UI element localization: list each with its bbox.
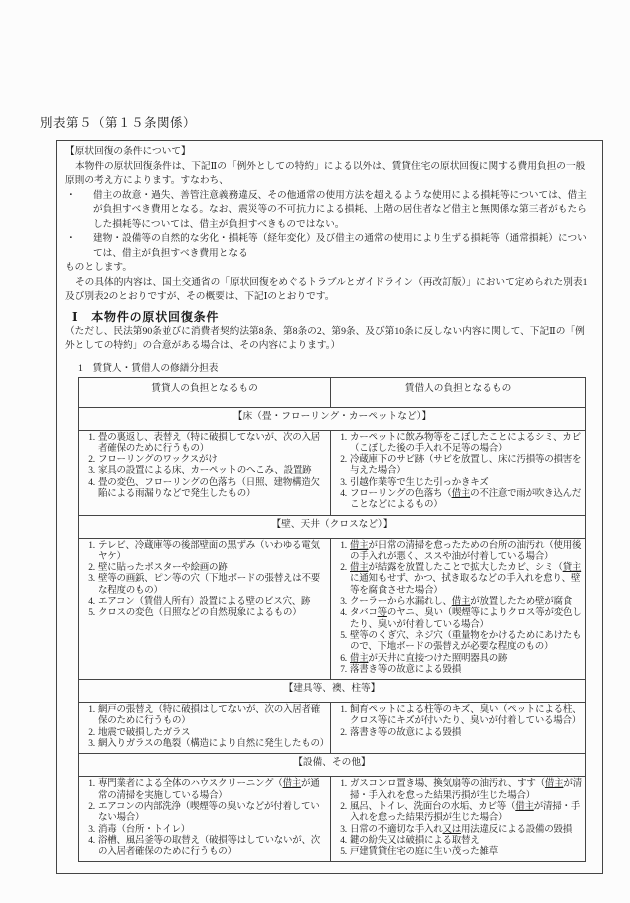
section1-heading: Ⅰ 本物件の原状回復条件 [72,309,220,324]
column-header-tenant: 賃借人の負担となるもの [331,377,586,407]
notice-detail: その具体的内容は、国土交通省の「原状回復をめぐるトラブルとガイドライン（再改訂版）」において定められた別表1及び別表2のとおりですが、その概要は、下記Ⅰのとおりです。 [65,276,588,302]
cost-item: 2. 落書き等の故意による毀損 [349,728,582,739]
floor-landlord-cell [79,430,331,515]
table-caption: 1 賃貸人・賃借人の修繕分担表 [78,362,219,374]
floor-tenant-list [333,433,582,512]
bullet-icon: ・ [66,233,76,244]
cost-item: 5. クロスの変色（日照などの自然現象によるもの） [97,608,327,619]
wall-tenant-cell [331,538,586,680]
section1-proviso: （ただし、民法第90条並びに消費者契約法第8条、第8条の2、第9条、及び第10条に反しない内容に関して、下記Ⅱの「例外としての特約」の合意がある場合は、その内容によります。） [65,325,585,351]
repair-share-table [78,377,586,863]
cost-item: 3. クーラーから水漏れし、借主が放置したため壁が腐食 [349,597,582,608]
cost-item: 2. 冷蔵庫下のサビ跡（サビを放置し、床に汚損等の損害を与えた場合） [349,455,582,478]
fittings-tenant-list [333,705,582,739]
cost-item: 1. ガスコンロ置き場、換気扇等の油汚れ、すす（借主が清掃・手入れを怠った結果汚損が生じた場合） [349,779,582,802]
bullet-text: 借主の故意・過失、善管注意義務違反、その他通常の使用方法を超えるような使用による損耗等については、借主が負担すべき費用となる。なお、震災等の不可抗力による損耗、上階の居住者など借主と無関係な第三者がもたらした損耗等については、借主が負担すべきものではない。 [93,189,587,230]
equipment-landlord-cell [79,777,331,862]
equipment-tenant-list [333,779,582,858]
cost-item: 1. カーペットに飲み物等をこぼしたことによるシミ、カビ（こぼした後の手入れ不足等の場合） [349,433,582,456]
cost-item: 1. 畳の裏返し、表替え（特に破損してないが、次の入居者確保のために行うもの） [97,433,327,456]
cost-item: 7. 落書き等の故意による毀損 [349,665,582,676]
cost-item: 3. 消毒（台所・トイレ） [97,825,327,836]
bullet-text: 建物・設備等の自然的な劣化・損耗等（経年変化）及び借主の通常の使用により生ずる損耗等（通常損耗）については、借主が負担すべき費用となる [93,233,587,259]
section-header-floor: 【床（畳・フローリング・カーペットなど）】 [79,407,586,430]
section-header-fittings: 【建具等、襖、柱等】 [79,680,586,703]
content-row-floor [79,430,586,515]
content-row-fittings [79,703,586,754]
content-row-equipment [79,777,586,862]
cost-item: 6. 借主が天井に直接つけた照明器具の跡 [349,654,582,665]
table-header-row [79,377,586,407]
cost-item: 2. 風呂、トイレ、洗面台の水垢、カビ等（借主が清掃・手入れを怠った結果汚損が生じた場合） [349,802,582,825]
cost-item: 4. タバコ等のヤニ、臭い（喫煙等によりクロス等が変色したり、臭いが付着している場合） [349,608,582,631]
floor-landlord-list [81,433,327,501]
page-title: 別表第５（第１５条関係） [40,116,197,130]
notice-closing: ものとします。 [65,262,133,273]
equipment-landlord-list [81,779,327,858]
column-header-landlord: 賃貸人の負担となるもの [79,377,331,407]
section-header-equipment: 【設備、その他】 [79,754,586,777]
section-row-equipment [79,754,586,777]
cost-item: 4. 浴槽、風呂釜等の取替え（破損等はしていないが、次の入居者確保のために行うもの） [97,836,327,859]
section-row-wall-ceiling [79,515,586,538]
notice-intro: 本物件の原状回復条件は、下記Ⅱの「例外としての特約」による以外は、賃貸住宅の原状回復に関する費用負担の一般原則の考え方によります。すなわち、 [65,160,586,186]
cost-item: 4. 鍵の紛失又は破損による取替え [349,836,582,847]
wall-tenant-list [333,541,582,677]
cost-item: 4. 畳の変色、フローリングの色落ち（日照、建物構造欠陥による雨漏りなどで発生したもの） [97,478,327,501]
content-row-wall-ceiling [79,538,586,680]
fittings-tenant-cell [331,703,586,754]
fittings-landlord-cell [79,703,331,754]
wall-landlord-cell [79,538,331,680]
cost-item: 1. 飼育ペットによる柱等のキズ、臭い（ペットによる柱、クロス等にキズが付いたり、臭いが付着している場合） [349,705,582,728]
bullet-icon: ・ [66,189,76,201]
floor-tenant-cell [331,430,586,515]
cost-item: 2. 借主が結露を放置したことで拡大したカビ、シミ（貸主に通知もせず、かつ、拭き取るなどの手入れを怠り、壁等を腐食させた場合） [349,563,582,597]
cost-item: 5. 戸建賃貸住宅の庭に生い茂った雑草 [349,847,582,858]
cost-item: 3. 壁等の画鋲、ピン等の穴（下地ボードの張替えは不要な程度のもの） [97,574,327,597]
cost-item: 4. エアコン（賃借人所有）設置による壁のビス穴、跡 [97,597,327,608]
restoration-conditions-box [56,140,603,874]
notice-bullet-2 [65,232,593,261]
cost-item: 3. 家具の設置による床、カーペットのへこみ、設置跡 [97,466,327,477]
cost-item: 1. テレビ、冷蔵庫等の後部壁面の黒ずみ（いわゆる電気ヤケ） [97,541,327,564]
section-row-floor [79,407,586,430]
cost-item: 3. 引越作業等で生じた引っかきキズ [349,478,582,489]
cost-item: 2. 壁に貼ったポスターや絵画の跡 [97,563,327,574]
cost-item: 5. 壁等のくぎ穴、ネジ穴（重量物をかけるためにあけたもので、下地ボードの張替えが必要な程度のもの） [349,631,582,654]
cost-item: 1. 借主が日常の清掃を怠ったための台所の油汚れ（使用後の手入れが悪く、ススや油が付着している場合） [349,541,582,564]
cost-item: 2. 地震で破損したガラス [97,728,327,739]
fittings-landlord-list [81,705,327,750]
cost-item: 3. 網入りガラスの亀裂（構造により自然に発生したもの） [97,739,327,750]
cost-item: 2. フローリングのワックスがけ [97,455,327,466]
notice-bullet-1 [65,189,593,233]
section-row-fittings [79,680,586,703]
equipment-tenant-cell [331,777,586,862]
cost-item: 1. 専門業者による全体のハウスクリーニング（借主が通常の清掃を実施している場合） [97,779,327,802]
cost-item: 4. フローリングの色落ち（借主の不注意で雨が吹き込んだことなどによるもの） [349,489,582,512]
cost-item: 3. 日常の不適切な手入れ又は用法違反による設備の毀損 [349,825,582,836]
cost-item: 2. エアコンの内部洗浄（喫煙等の臭いなどが付着していない場合） [97,802,327,825]
notice-heading: 【原状回復の条件について】 [65,146,191,157]
section-header-wall-ceiling: 【壁、天井（クロスなど）】 [79,515,586,538]
cost-item: 1. 網戸の張替え（特に破損はしてないが、次の入居者確保のために行うもの） [97,705,327,728]
wall-landlord-list [81,541,327,620]
